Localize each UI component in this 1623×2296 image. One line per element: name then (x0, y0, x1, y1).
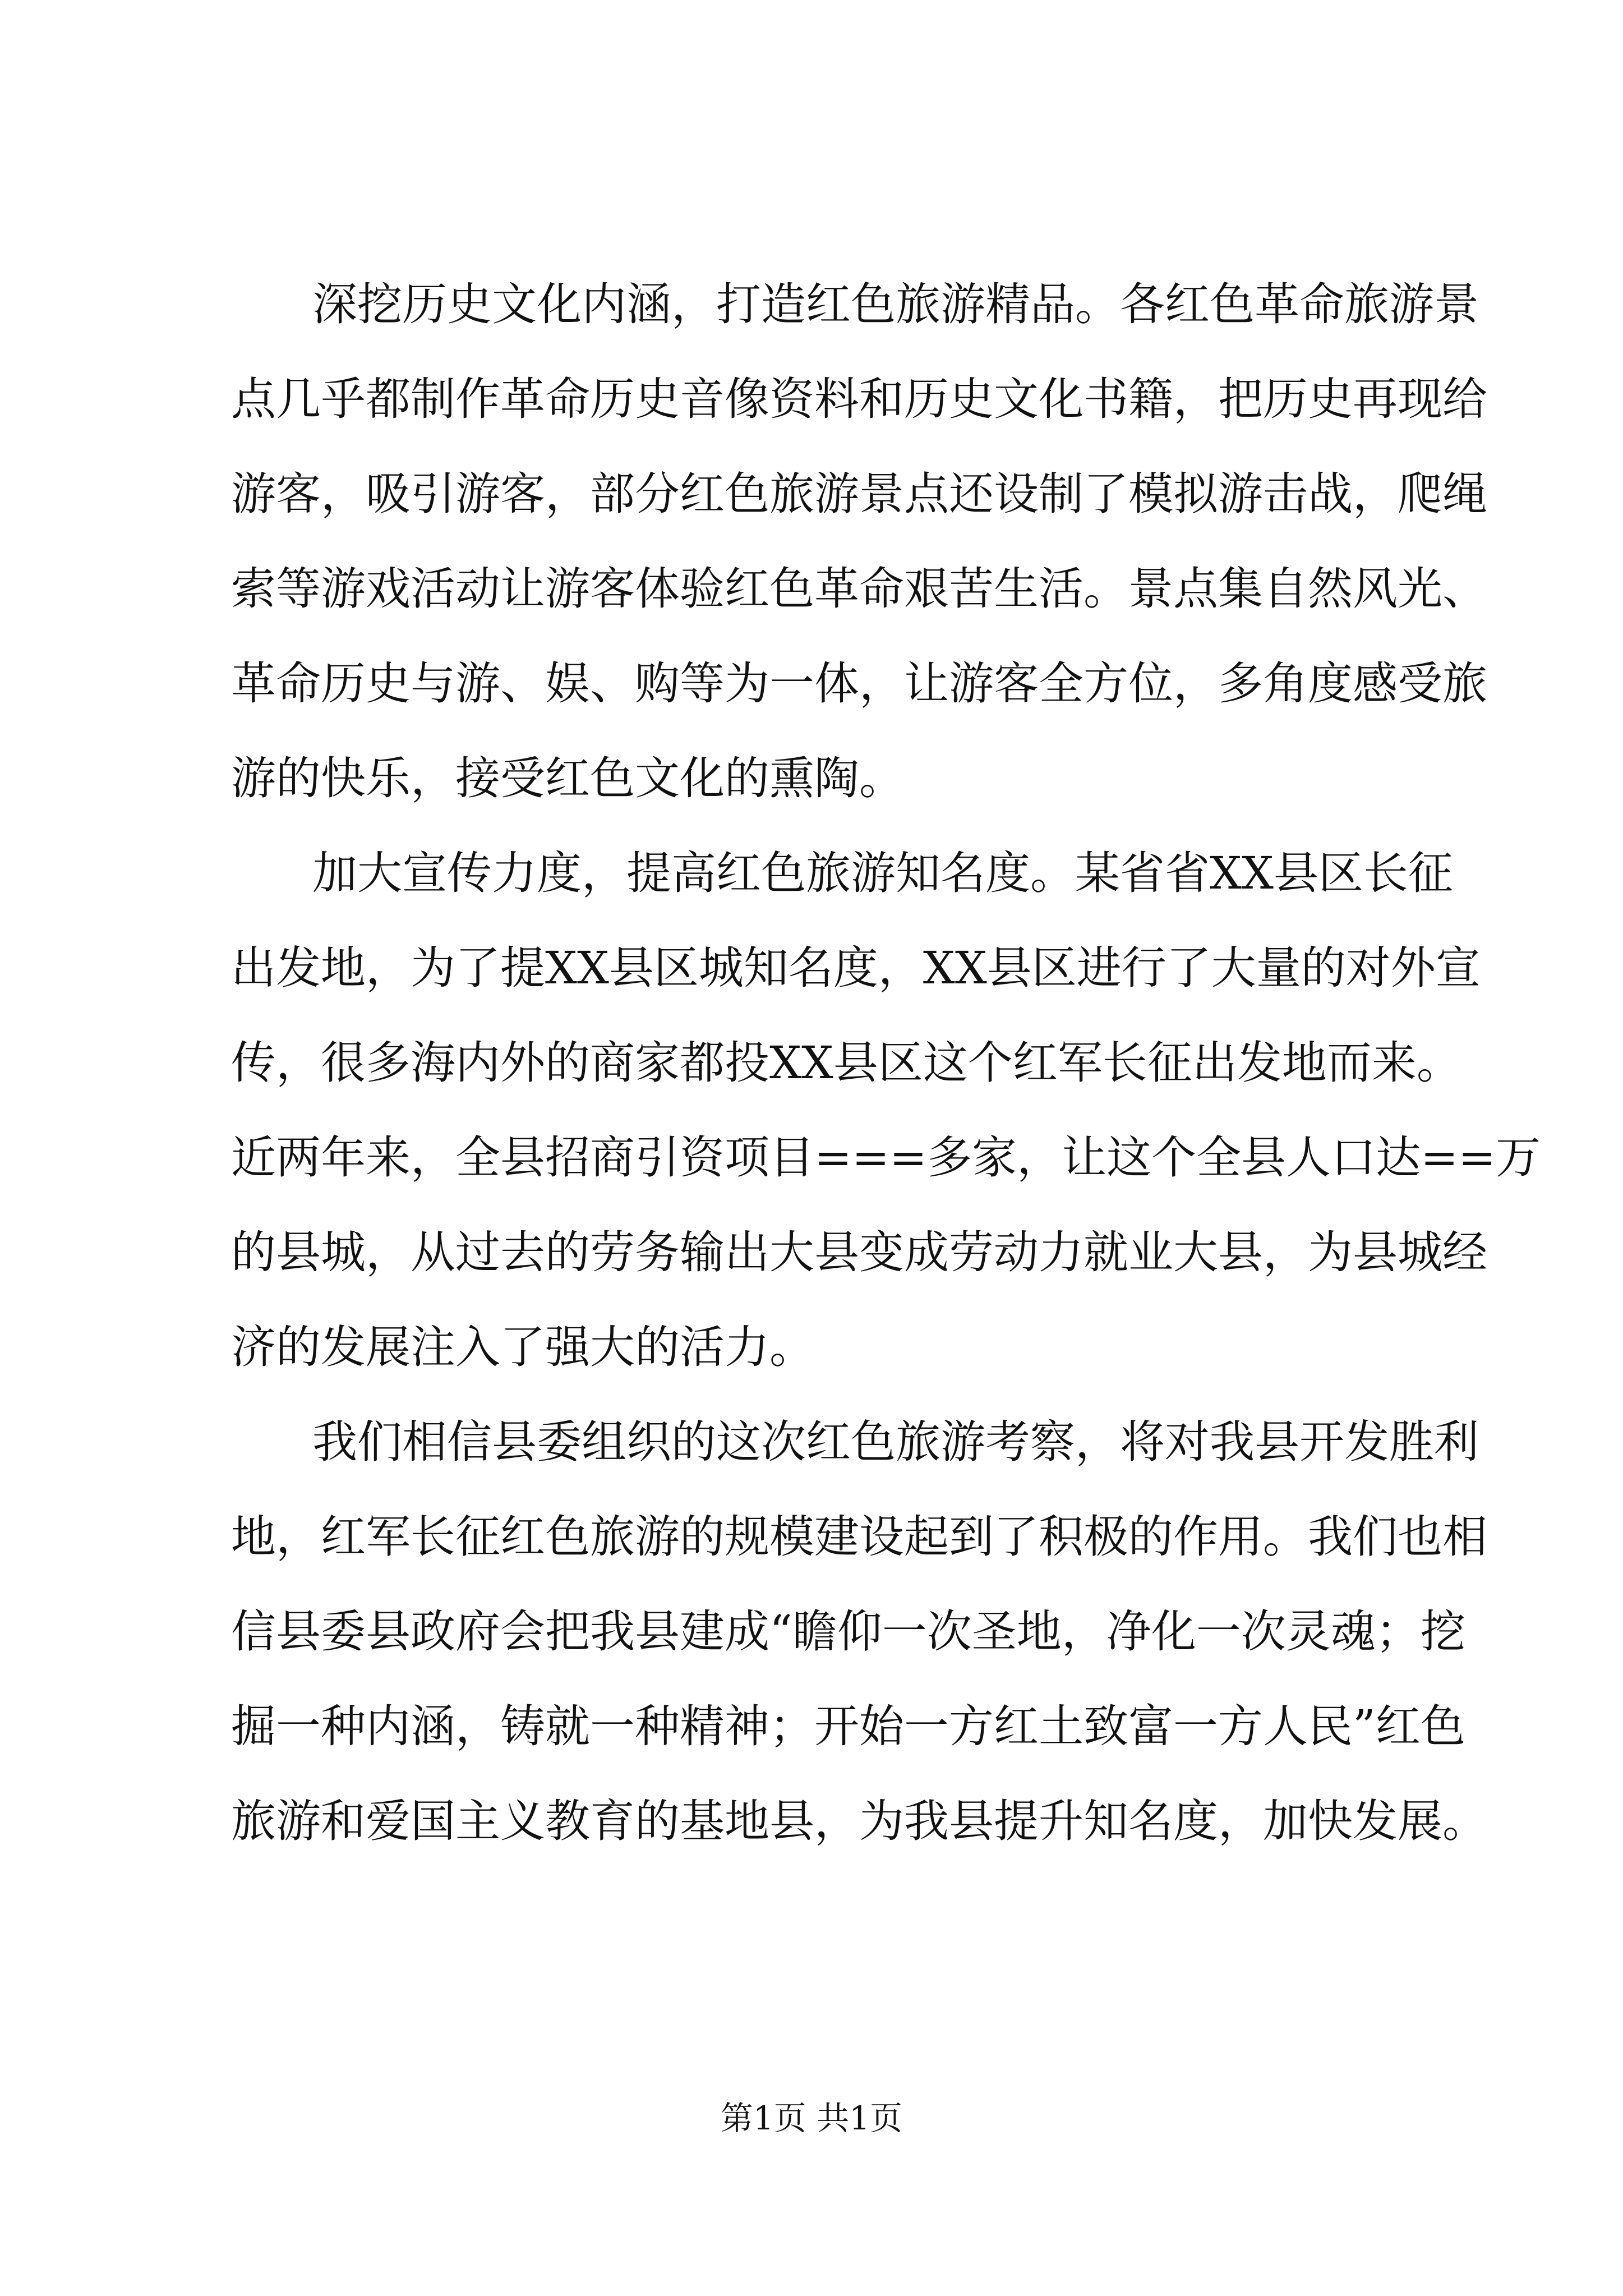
paragraph-line: 地，红军长征红色旅游的规模建设起到了积极的作用。我们也相 (231, 1511, 1487, 1563)
paragraph-line: 信县委县政府会把我县建成“瞻仰一次圣地，净化一次灵魂；挖 (231, 1605, 1465, 1658)
paragraph-line: 加大宣传力度，提高红色旅游知名度。某省省XX县区长征 (312, 847, 1453, 899)
paragraph-line: 深挖历史文化内涵，打造红色旅游精品。各红色革命旅游景 (312, 278, 1479, 330)
paragraph-line: 索等游戏活动让游客体验红色革命艰苦生活。景点集自然风光、 (231, 563, 1487, 615)
paragraph-line: 革命历史与游、娱、购等为一体，让游客全方位，多角度感受旅 (231, 657, 1487, 710)
paragraph-line: 传，很多海内外的商家都投XX县区这个红军长征出发地而来。 (231, 1037, 1461, 1089)
paragraph-line: 的县城，从过去的劳务输出大县变成劳动力就业大县，为县城经 (231, 1226, 1487, 1278)
paragraph-line: 我们相信县委组织的这次红色旅游考察，将对我县开发胜利 (312, 1416, 1479, 1468)
paragraph-line: 点几乎都制作革命历史音像资料和历史文化书籍，把历史再现给 (231, 373, 1487, 425)
paragraph-line: 旅游和爱国主义教育的基地县，为我县提升知名度，加快发展。 (231, 1795, 1487, 1847)
page-footer: 第1页 共1页 (720, 2099, 903, 2137)
paragraph-line: 济的发展注入了强大的活力。 (231, 1321, 814, 1373)
document-body (231, 257, 1541, 1869)
paragraph-2 (231, 826, 1541, 1395)
paragraph-line: 出发地，为了提XX县区城知名度，XX县区进行了大量的对外宣 (231, 942, 1481, 994)
paragraph-line: 游客，吸引游客，部分红色旅游景点还设制了模拟游击战，爬绳 (231, 468, 1487, 520)
paragraph-3 (231, 1395, 1487, 1869)
paragraph-1 (231, 257, 1487, 826)
paragraph-line: 近两年来，全县招商引资项目===多家，让这个全县人口达==万 (231, 1131, 1541, 1184)
paragraph-line: 掘一种内涵，铸就一种精神；开始一方红土致富一方人民”红色 (231, 1700, 1465, 1752)
paragraph-line: 游的快乐，接受红色文化的熏陶。 (231, 752, 904, 804)
